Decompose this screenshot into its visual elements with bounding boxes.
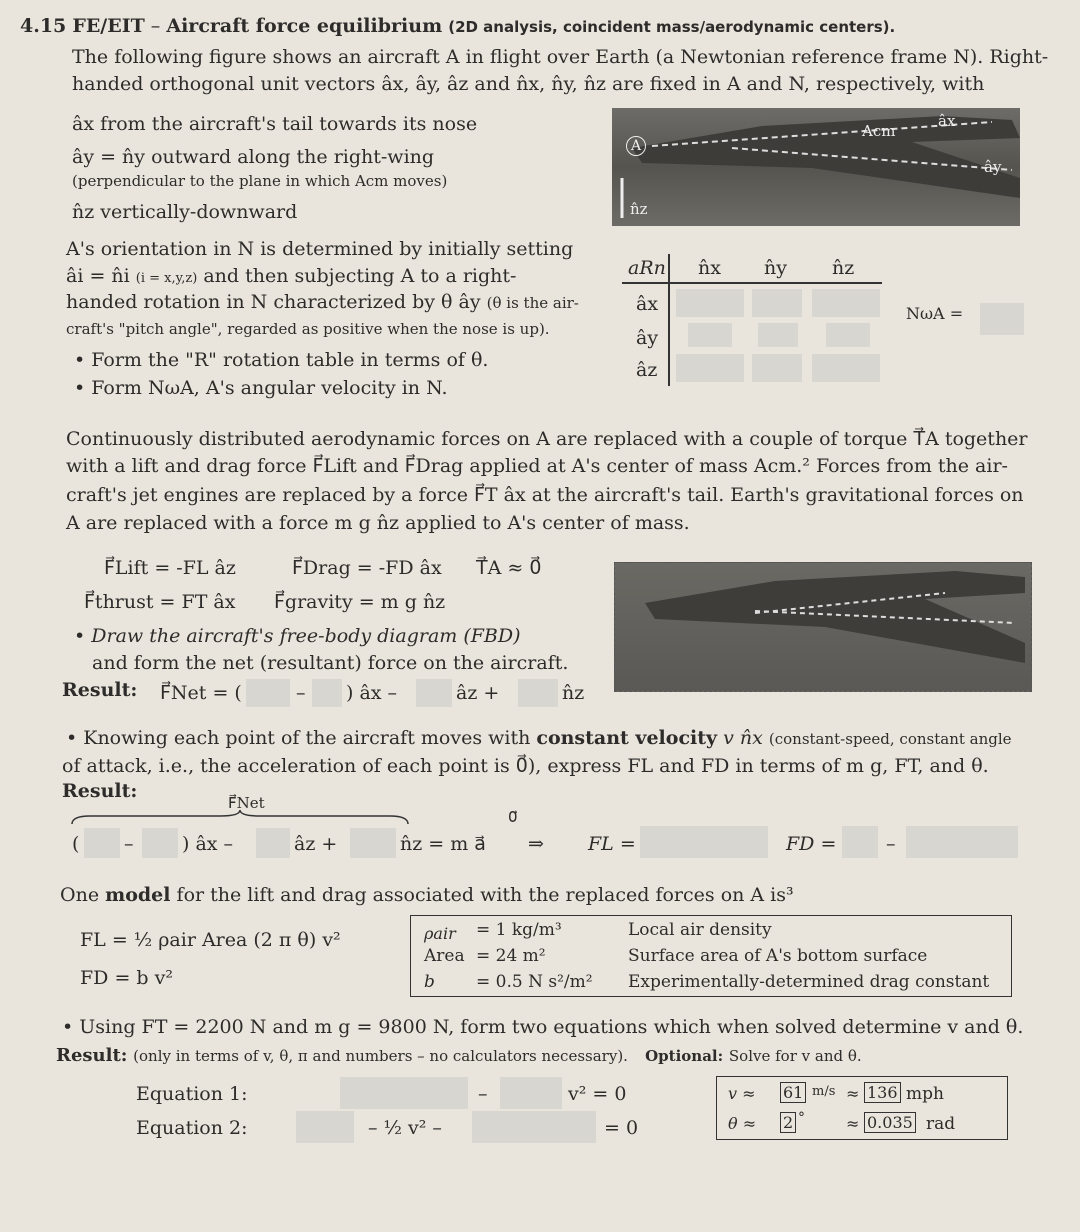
orient-line-4: craft's "pitch angle", regarded as positive when the nose is up). (66, 320, 550, 338)
rtable-row-ay: ây (636, 327, 659, 349)
rtable-cell-3-3[interactable] (812, 354, 880, 382)
param-b-eq: = 0.5 N s²/m² (476, 972, 593, 992)
problem-code: FE/EIT (72, 15, 145, 37)
orient-rotation-text: and then subjecting A to a right- (203, 265, 517, 287)
fbd-line-2: and form the net (resultant) force on the aircraft. (92, 652, 569, 674)
model-intro-c: for the lift and drag associated with the replaced forces on A is³ (176, 884, 794, 906)
problem-header (20, 14, 895, 39)
param-rho-eq: = 1 kg/m³ (476, 920, 562, 940)
fbd-ax-close: ) âx – (346, 682, 398, 704)
answer-v-unit: m/s (812, 1084, 836, 1099)
fnet-overbrace-label: F⃗Net (228, 794, 265, 812)
cv-fl-answer[interactable] (640, 826, 768, 858)
equation-1-box-2[interactable] (500, 1077, 562, 1109)
const-vel-text-c: v n̂x (723, 727, 763, 749)
rtable-hrule (622, 282, 882, 284)
def-nz: n̂z vertically-downward (72, 201, 298, 223)
forces-line-1: Continuously distributed aerodynamic forces on A are replaced with a couple of torque T⃗A together (66, 428, 1028, 450)
bullet-fbd: • Draw the aircraft's free-body diagram (FBD) (74, 625, 521, 647)
aircraft-figure-drawing (612, 108, 1020, 226)
answer-rad-approx: ≈ (846, 1114, 860, 1133)
bullet-const-vel: • Knowing each point of the aircraft moves with constant velocity v n̂x (constant-speed, constant angle (66, 727, 1012, 749)
bullet-rotation-text: Form the "R" rotation table in terms of θ. (91, 349, 489, 371)
rtable-cell-1-1[interactable] (676, 289, 744, 317)
using-result-row (56, 1045, 862, 1066)
equation-2-label: Equation 2: (136, 1117, 248, 1139)
orient-index-note: (i = x,y,z) (135, 271, 198, 286)
intro-line-1: The following figure shows an aircraft A in flight over Earth (a Newtonian reference frame N). Right- (72, 46, 1049, 68)
cv-box-4[interactable] (350, 828, 396, 858)
fbd-minus: – (296, 682, 306, 704)
problem-title: Aircraft force equilibrium (166, 15, 443, 37)
model-fd: FD = b v² (80, 967, 173, 989)
cv-minus: – (124, 833, 134, 855)
fbd-box-1[interactable] (246, 679, 290, 707)
using-text: Using FT = 2200 N and m g = 9800 N, form two equations which when solved determine v and θ. (79, 1016, 1024, 1038)
answers-box (716, 1076, 1008, 1140)
eq-thrust: F⃗thrust = FT âx (84, 591, 236, 613)
answer-theta-sym: θ ≈ (728, 1114, 757, 1133)
cv-fd-answer-1[interactable] (842, 826, 878, 858)
param-b-desc: Experimentally-determined drag constant (628, 972, 990, 992)
cv-az: âz + (294, 833, 338, 855)
using-optional-note: Solve for v and θ. (728, 1047, 862, 1065)
equation-2-box-1[interactable] (296, 1111, 354, 1143)
bullet-using: • Using FT = 2200 N and m g = 9800 N, form two equations which when solved determine v and θ. (62, 1016, 1024, 1038)
equation-1-box-1[interactable] (340, 1077, 468, 1109)
label-ay: ây (984, 158, 1002, 176)
model-intro (60, 883, 794, 907)
rtable-cell-3-2[interactable] (752, 354, 802, 382)
omega-answer-box[interactable] (980, 303, 1024, 335)
label-acm: Acm (862, 122, 896, 140)
equation-2-end: = 0 (604, 1117, 639, 1139)
eq-gravity: F⃗gravity = m g n̂z (274, 591, 446, 613)
zero-label: 0⃗ (508, 808, 518, 826)
cv-box-1[interactable] (84, 828, 120, 858)
fbd-figure (614, 562, 1032, 692)
fbd-fnet-open: F⃗Net = ( (160, 682, 242, 704)
param-b-sym: b (424, 972, 435, 992)
fbd-box-3[interactable] (416, 679, 452, 707)
rtable-cell-2-1[interactable] (688, 323, 732, 347)
rtable-col-nz: n̂z (832, 257, 855, 279)
forces-line-2: with a lift and drag force F⃗Lift and F⃗Drag applied at A's center of mass Acm.² Forces from the air- (66, 455, 1008, 477)
answer-v-approx: ≈ (846, 1084, 860, 1103)
equation-1-minus: – (478, 1083, 488, 1105)
def-ay-note: (perpendicular to the plane in which Acm moves) (72, 172, 448, 190)
using-optional-label: Optional: (645, 1047, 724, 1065)
equation-1-label: Equation 1: (136, 1083, 248, 1105)
orient-line-2 (66, 264, 516, 291)
forces-line-3: craft's jet engines are replaced by a force F⃗T âx at the aircraft's tail. Earth's gravitational forces on (66, 484, 1024, 506)
bullet-rotation-table: • Form the "R" rotation table in terms of θ. (74, 349, 489, 371)
wing-shape (632, 116, 1020, 198)
using-result-note: (only in terms of v, θ, π and numbers – no calculators necessary). (133, 1047, 628, 1065)
rtable-vrule (668, 254, 670, 386)
def-ax: âx from the aircraft's tail towards its nose (72, 113, 478, 135)
rtable-cell-2-3[interactable] (826, 323, 870, 347)
cv-box-3[interactable] (256, 828, 290, 858)
aircraft-figure-top (612, 108, 1020, 226)
header-dash: – (150, 15, 161, 37)
param-rho-desc: Local air density (628, 920, 772, 940)
fbd-result-row (62, 678, 137, 702)
problem-number: 4.15 (20, 15, 67, 37)
cv-ax: ) âx – (182, 833, 234, 855)
answer-rad-unit: rad (926, 1114, 956, 1134)
rtable-cell-1-3[interactable] (812, 289, 880, 317)
using-result-label: Result: (56, 1045, 128, 1066)
answer-mph-value: 136 (864, 1082, 901, 1103)
const-vel-text-b: constant velocity (536, 727, 718, 749)
cv-box-2[interactable] (142, 828, 178, 858)
rtable-col-ny: n̂y (764, 257, 787, 279)
bullet-omega-text: Form NωA, A's angular velocity in N. (91, 377, 448, 399)
omega-label: NωA = (906, 304, 964, 323)
cv-implies: ⇒ (528, 833, 544, 855)
cv-eq-open: ( (72, 833, 80, 855)
fbd-figure-drawing (615, 563, 1031, 691)
model-intro-a: One (60, 884, 100, 906)
eq-torque: T⃗A ≈ 0⃗ (476, 557, 542, 579)
orient-theta-text: handed rotation in N characterized by θ ây (66, 291, 481, 313)
fbd-nz: n̂z (562, 682, 585, 704)
const-vel-result-label: Result: (62, 780, 138, 802)
answer-rad-value: 0.035 (864, 1112, 916, 1133)
const-vel-line-2: of attack, i.e., the acceleration of each point is 0⃗), express FL and FD in terms of m g, FT, and θ. (62, 755, 989, 777)
cv-fd-label: FD = (786, 833, 837, 855)
eq-drag: F⃗Drag = -FD âx (292, 557, 442, 579)
model-fl: FL = ½ ρair Area (2 π θ) v² (80, 929, 341, 951)
rtable-row-ax: âx (636, 293, 659, 315)
cv-fl-label: FL = (588, 833, 636, 855)
forces-line-4: A are replaced with a force m g n̂z applied to A's center of mass. (66, 512, 690, 534)
const-vel-text-d: (constant-speed, constant angle (768, 730, 1012, 748)
fbd-box-4[interactable] (518, 679, 558, 707)
param-area-sym: Area (424, 946, 465, 966)
cv-fd-minus: – (886, 833, 896, 855)
equation-2-box-2[interactable] (472, 1111, 596, 1143)
param-rho-sym: ρair (424, 924, 456, 943)
answer-v-sym: v ≈ (728, 1084, 756, 1103)
model-intro-b: model (105, 884, 171, 906)
bullet-fbd-text: Draw the aircraft's free-body diagram (FBD) (91, 625, 521, 647)
def-ay: ây = n̂y outward along the right-wing (72, 146, 435, 168)
rtable-col-nx: n̂x (698, 257, 721, 279)
fbd-wing-shape (645, 571, 1025, 663)
param-area-desc: Surface area of A's bottom surface (628, 946, 928, 966)
intro-line-2: handed orthogonal unit vectors âx, ây, âz and n̂x, n̂y, n̂z are fixed in A and N, respectively, with (72, 73, 985, 95)
rtable-cell-2-2[interactable] (758, 323, 798, 347)
rtable-row-az: âz (636, 359, 658, 381)
answer-mph-unit: mph (906, 1084, 944, 1104)
equation-1-end: v² = 0 (568, 1083, 627, 1105)
label-nz: n̂z (630, 200, 648, 218)
fbd-result-label: Result: (62, 679, 138, 701)
fbd-az-plus: âz + (456, 682, 500, 704)
bullet-angular-velocity: • Form NωA, A's angular velocity in N. (74, 377, 448, 399)
rtable-cell-3-1[interactable] (676, 354, 744, 382)
fnet-overbrace (70, 808, 410, 826)
answer-theta-value: 2 (780, 1112, 796, 1133)
orient-theta-note: (θ is the air- (486, 294, 579, 312)
problem-subtitle: (2D analysis, coincident mass/aerodynamic centers). (448, 18, 896, 36)
fbd-box-2[interactable] (312, 679, 342, 707)
answer-v-value: 61 (780, 1082, 806, 1103)
rtable-cell-1-2[interactable] (752, 289, 802, 317)
const-vel-text-a: Knowing each point of the aircraft moves with (83, 727, 531, 749)
eq-lift: F⃗Lift = -FL âz (104, 557, 236, 579)
param-area-eq: = 24 m² (476, 946, 546, 966)
orient-line-3 (66, 290, 579, 315)
label-ax: âx (938, 112, 956, 130)
rtable-corner: aRn (628, 257, 666, 279)
answer-theta-unit: ° (798, 1110, 805, 1126)
cv-fd-answer-2[interactable] (906, 826, 1018, 858)
equation-2-mid: – ½ v² – (368, 1117, 442, 1139)
orient-line-1: A's orientation in N is determined by initially setting (66, 238, 574, 260)
label-A: A (626, 136, 646, 156)
orient-ai-ni: âi = n̂i (66, 265, 130, 287)
cv-nz: n̂z = m a⃗ (400, 833, 486, 855)
